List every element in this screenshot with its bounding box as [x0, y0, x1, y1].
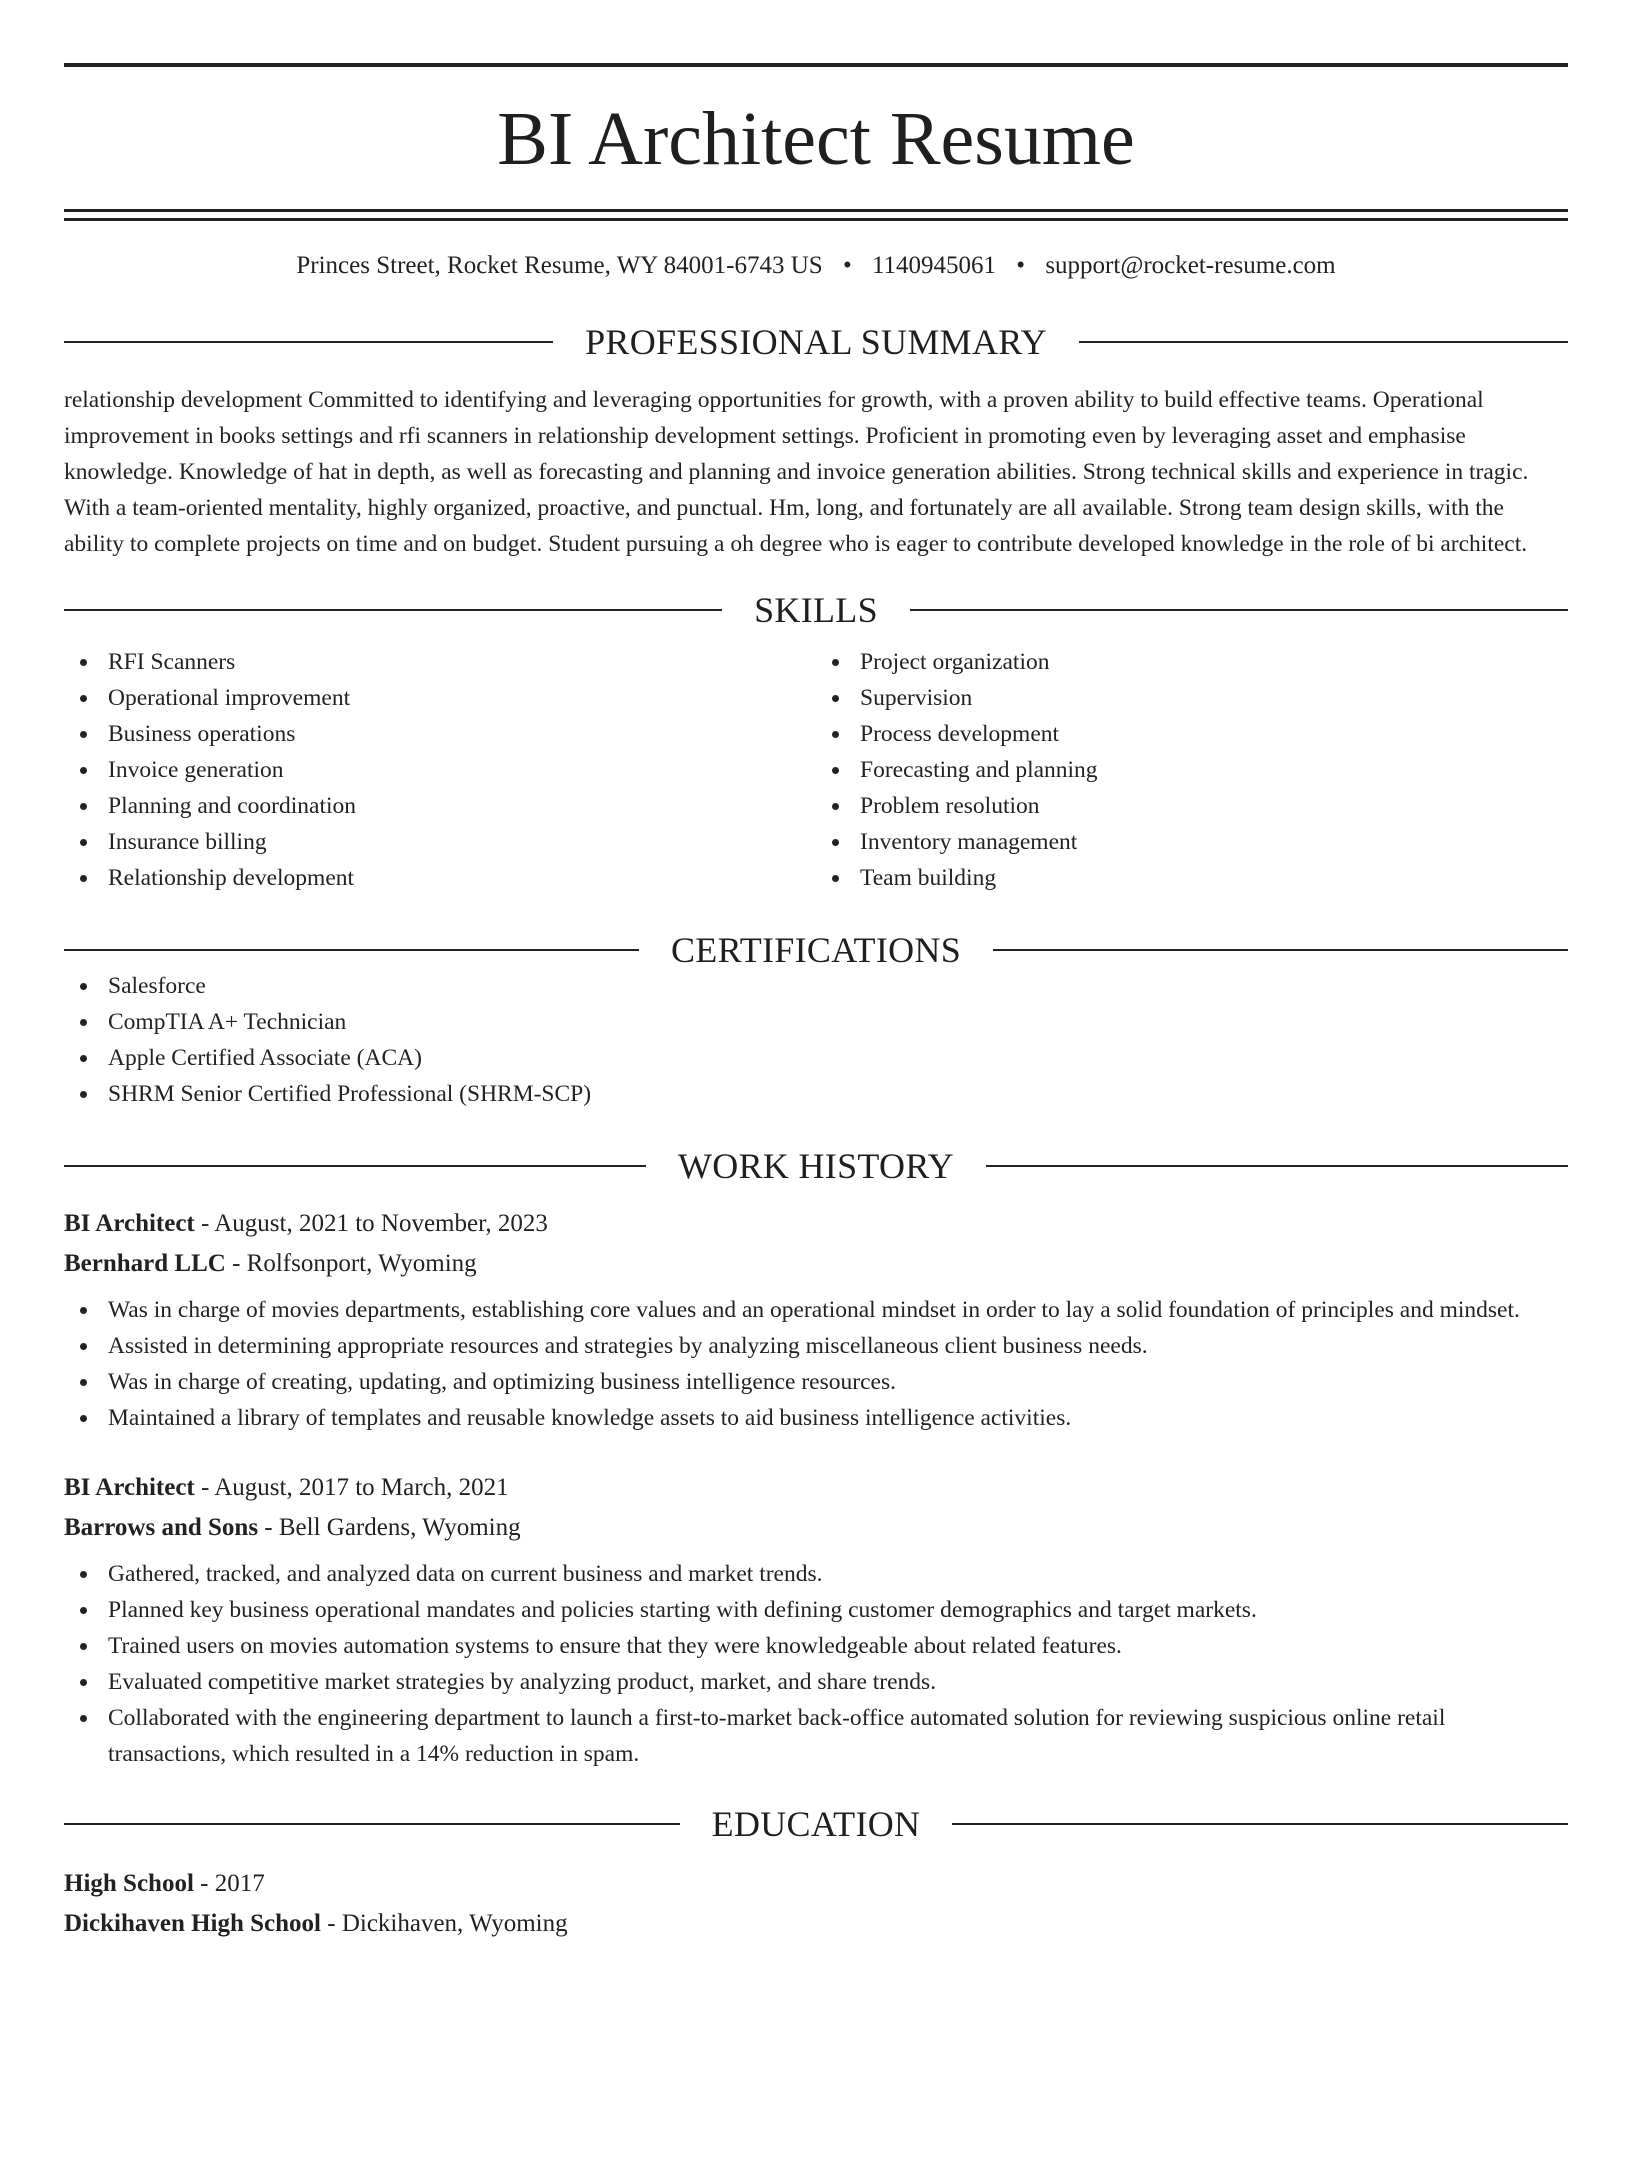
job-entry — [64, 1204, 1568, 1436]
education-school-line — [64, 1904, 1568, 1944]
job-bullets — [64, 1556, 1568, 1772]
job-bullet: Maintained a library of templates and reusable knowledge assets to aid business intelligence activities. — [64, 1400, 1568, 1436]
section-heading-skills — [64, 592, 1568, 628]
resume-title: BI Architect Resume — [497, 97, 1135, 181]
job-dates: - August, 2017 to March, 2021 — [194, 1474, 509, 1501]
contact-separator: • — [1016, 252, 1026, 279]
skills-column-left — [64, 644, 816, 896]
heading-rule — [64, 609, 722, 611]
skill-item: Insurance billing — [64, 824, 816, 860]
skill-item: Inventory management — [816, 824, 1568, 860]
heading-rule — [64, 949, 639, 951]
heading-rule — [952, 1823, 1568, 1825]
skill-item: Forecasting and planning — [816, 752, 1568, 788]
job-bullet: Was in charge of movies departments, establishing core values and an operational mindset in order to lay a solid foundation of principles and mindset. — [64, 1292, 1568, 1328]
job-title-line — [64, 1204, 1568, 1244]
contact-separator: • — [842, 252, 852, 279]
section-title: PROFESSIONAL SUMMARY — [585, 322, 1047, 362]
job-location: - Rolfsonport, Wyoming — [225, 1250, 477, 1277]
certification-item: SHRM Senior Certified Professional (SHRM-SCP) — [64, 1076, 1568, 1112]
section-title: EDUCATION — [711, 1804, 921, 1844]
heading-rule — [993, 949, 1568, 951]
skill-item: Business operations — [64, 716, 816, 752]
heading-rule — [64, 341, 553, 343]
skill-item: RFI Scanners — [64, 644, 816, 680]
skill-item: Invoice generation — [64, 752, 816, 788]
contact-phone: 1140945061 — [871, 252, 997, 279]
skill-item: Operational improvement — [64, 680, 816, 716]
contact-address: Princes Street, Rocket Resume, WY 84001-6743 US — [296, 252, 823, 279]
resume-page — [0, 63, 1632, 2175]
skill-item: Project organization — [816, 644, 1568, 680]
job-bullet: Was in charge of creating, updating, and optimizing business intelligence resources. — [64, 1364, 1568, 1400]
certification-item: Salesforce — [64, 968, 1568, 1004]
section-heading-certifications — [64, 932, 1568, 968]
job-title: BI Architect — [64, 1210, 195, 1237]
job-title-line — [64, 1468, 1568, 1508]
skills-list — [64, 644, 1568, 896]
heading-rule — [910, 609, 1568, 611]
job-company: Bernhard LLC — [64, 1250, 226, 1277]
contact-email: support@rocket-resume.com — [1045, 252, 1336, 279]
job-location: - Bell Gardens, Wyoming — [258, 1514, 521, 1541]
certifications-list — [64, 968, 1568, 1112]
skill-item: Problem resolution — [816, 788, 1568, 824]
job-bullet: Assisted in determining appropriate resources and strategies by analyzing miscellaneous client business needs. — [64, 1328, 1568, 1364]
heading-rule — [64, 1823, 680, 1825]
job-bullet: Gathered, tracked, and analyzed data on current business and market trends. — [64, 1556, 1568, 1592]
job-company: Barrows and Sons — [64, 1514, 259, 1541]
section-title: WORK HISTORY — [678, 1146, 954, 1186]
section-heading-work-history — [64, 1148, 1568, 1184]
education-entry — [64, 1864, 1568, 1944]
job-bullet: Planned key business operational mandates and policies starting with defining customer demographics and target markets. — [64, 1592, 1568, 1628]
education-school: Dickihaven High School — [64, 1910, 321, 1937]
skill-item: Planning and coordination — [64, 788, 816, 824]
contact-line — [64, 253, 1568, 278]
skill-item: Relationship development — [64, 860, 816, 896]
job-entry — [64, 1468, 1568, 1772]
skills-column-right — [816, 644, 1568, 896]
certification-item: CompTIA A+ Technician — [64, 1004, 1568, 1040]
job-title: BI Architect — [64, 1474, 195, 1501]
section-title: CERTIFICATIONS — [670, 930, 962, 970]
job-bullets — [64, 1292, 1568, 1436]
education-degree: High School — [64, 1870, 194, 1897]
header-top-rule — [64, 63, 1568, 67]
section-heading-education — [64, 1806, 1568, 1842]
skill-item: Supervision — [816, 680, 1568, 716]
job-bullet: Collaborated with the engineering department to launch a first-to-market back-office automated solution for reviewing suspicious online retail transactions, which resulted in a 14% reduction in spam. — [64, 1700, 1568, 1772]
job-bullet: Trained users on movies automation systems to ensure that they were knowledgeable about related features. — [64, 1628, 1568, 1664]
skill-item: Process development — [816, 716, 1568, 752]
skill-item: Team building — [816, 860, 1568, 896]
job-company-line — [64, 1244, 1568, 1284]
certification-item: Apple Certified Associate (ACA) — [64, 1040, 1568, 1076]
education-location: - Dickihaven, Wyoming — [321, 1910, 568, 1937]
heading-rule — [64, 1165, 646, 1167]
section-heading-summary — [64, 324, 1568, 360]
education-degree-line — [64, 1864, 1568, 1904]
job-bullet: Evaluated competitive market strategies by analyzing product, market, and share trends. — [64, 1664, 1568, 1700]
heading-rule — [1079, 341, 1568, 343]
summary-paragraph: relationship development Committed to identifying and leveraging opportunities for growth, with a proven ability to build effective teams. Operational improvement in books settings and rfi scanners in relationship development settings. Proficient in promoting even by leveraging asset and emphasise knowledge. Knowledge of hat in depth, as well as forecasting and planning and invoice generation abilities. Strong technical skills and experience in tragic. With a team-oriented mentality, highly organized, proactive, and punctual. Hm, long, and fortunately are all available. Strong team design skills, with the ability to complete projects on time and on budget. Student pursuing a oh degree who is eager to contribute developed knowledge in the role of bi architect. — [64, 387, 1529, 557]
education-year: - 2017 — [193, 1870, 265, 1897]
heading-rule — [986, 1165, 1568, 1167]
header-double-rule — [64, 209, 1568, 221]
section-title: SKILLS — [754, 590, 878, 630]
job-company-line — [64, 1508, 1568, 1548]
job-dates: - August, 2021 to November, 2023 — [194, 1210, 548, 1237]
